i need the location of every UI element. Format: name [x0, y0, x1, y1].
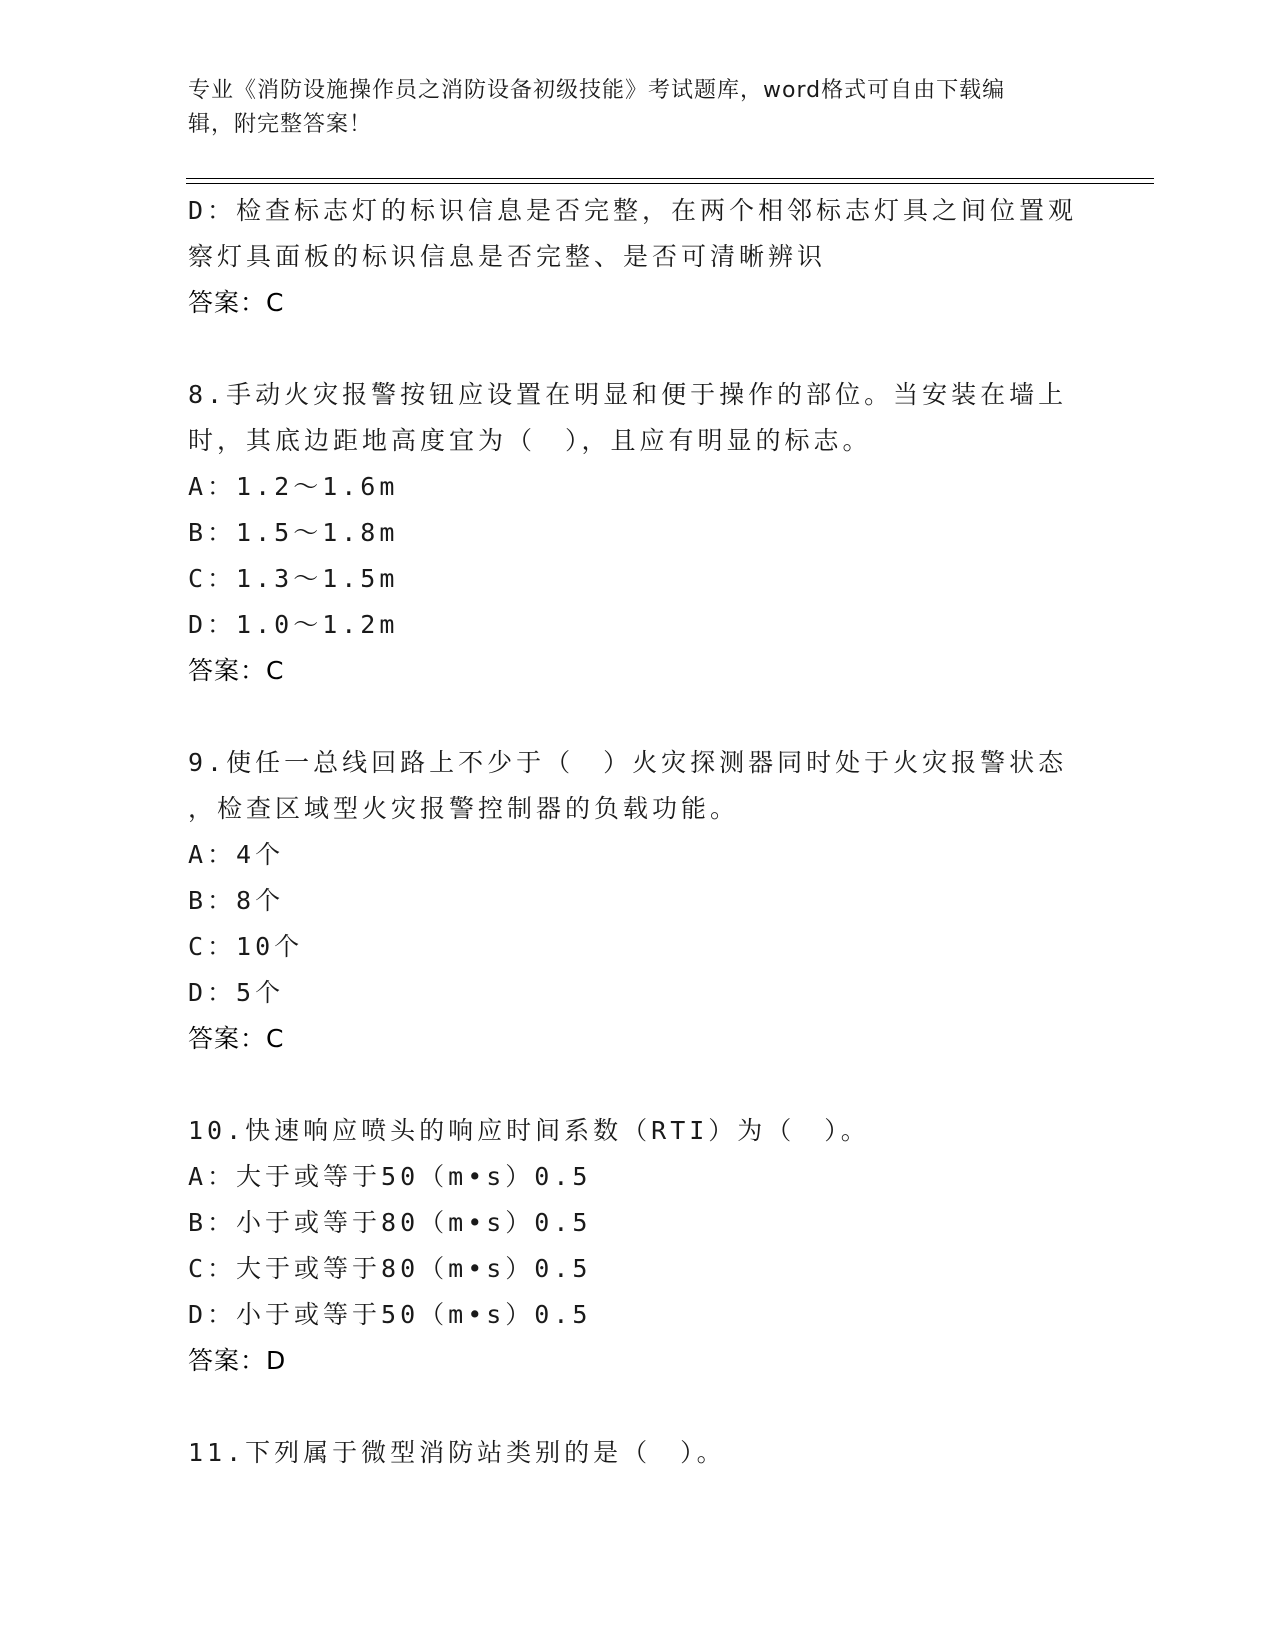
option-c: C：大于或等于80（m•s）0.5 [188, 1254, 592, 1283]
option-d: D：5个 [188, 978, 285, 1007]
option-d: D：1.0～1.2m [188, 610, 399, 639]
answer-label: 答案：C [188, 288, 285, 317]
option-b: B：1.5～1.8m [188, 518, 399, 547]
question-stem-line-1: 10.快速响应喷头的响应时间系数（RTI）为（ ）。 [188, 1116, 870, 1145]
option-a: A：1.2～1.6m [188, 472, 399, 501]
question-list [188, 188, 1088, 1476]
answer-label: 答案：C [188, 1024, 285, 1053]
answer-label: 答案：D [188, 1346, 287, 1375]
question-7-tail [188, 188, 1088, 326]
question-stem-line-1: 9.使任一总线回路上不少于（ ）火灾探测器同时处于火灾报警状态 [188, 748, 1068, 777]
option-b: B：小于或等于80（m•s）0.5 [188, 1208, 592, 1237]
option-d-line-1: D：检查标志灯的标识信息是否完整，在两个相邻标志灯具之间位置观 [188, 196, 1078, 225]
option-a: A：大于或等于50（m•s）0.5 [188, 1162, 592, 1191]
question-9 [188, 740, 1088, 1062]
question-stem-line-1: 11.下列属于微型消防站类别的是（ ）。 [188, 1438, 726, 1467]
question-8 [188, 372, 1088, 694]
option-a: A：4个 [188, 840, 285, 869]
option-b: B：8个 [188, 886, 285, 915]
header-divider-top [186, 178, 1154, 179]
header-line-1: 专业《消防设施操作员之消防设备初级技能》考试题库，word格式可自由下载编 [188, 78, 1006, 103]
option-c: C：10个 [188, 932, 304, 961]
answer-label: 答案：C [188, 656, 285, 685]
header-divider-bottom [186, 183, 1154, 184]
option-d-line-2: 察灯具面板的标识信息是否完整、是否可清晰辨识 [188, 242, 827, 271]
question-stem-line-2: 时，其底边距地高度宜为（ ），且应有明显的标志。 [188, 426, 872, 455]
question-stem-line-2: ，检查区域型火灾报警控制器的负载功能。 [188, 794, 740, 823]
option-d: D：小于或等于50（m•s）0.5 [188, 1300, 592, 1329]
document-header [188, 74, 1068, 142]
option-c: C：1.3～1.5m [188, 564, 399, 593]
question-10 [188, 1108, 1088, 1384]
question-stem-line-1: 8.手动火灾报警按钮应设置在明显和便于操作的部位。当安装在墙上 [188, 380, 1068, 409]
question-11 [188, 1430, 1088, 1476]
header-line-2: 辑，附完整答案！ [188, 112, 373, 137]
